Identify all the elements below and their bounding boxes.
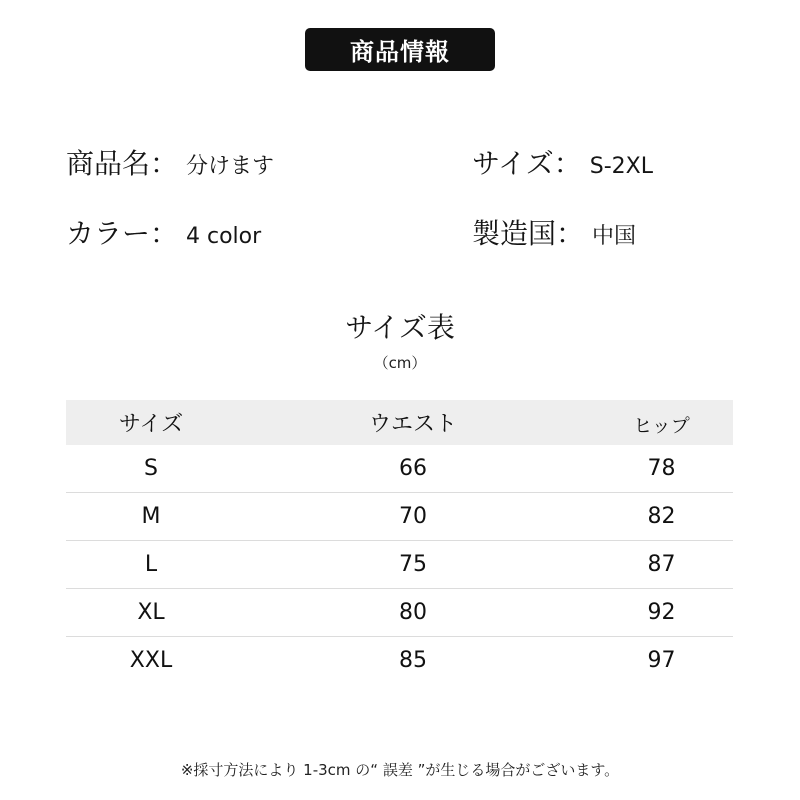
table-row — [66, 540, 733, 588]
origin-row — [472, 212, 636, 252]
color-value: 4 color — [186, 224, 262, 249]
header-waist: ウエスト — [368, 412, 457, 437]
size-table-body — [66, 445, 733, 684]
product-name-row — [66, 142, 274, 182]
table-row — [66, 445, 733, 492]
color-row — [66, 212, 261, 252]
origin-value: 中国 — [592, 224, 637, 249]
size-range-row — [472, 142, 653, 182]
cell-size: XL — [137, 600, 165, 625]
table-row — [66, 492, 733, 540]
cell-hip: 87 — [647, 552, 676, 577]
size-range-label: サイズ： — [472, 147, 582, 180]
measurement-note: ※採寸方法により 1-3cm の“ 誤差 ”が生じる場合がございます。 — [180, 761, 620, 779]
origin-label: 製造国： — [472, 217, 585, 250]
size-table-header — [66, 400, 733, 445]
table-row — [66, 636, 733, 684]
cell-waist: 85 — [399, 648, 427, 673]
cell-waist: 70 — [399, 504, 427, 529]
product-name-value: 分けます — [186, 154, 275, 179]
section-badge: 商品情報 — [305, 28, 495, 71]
cell-waist: 80 — [399, 600, 427, 625]
color-label: カラー： — [66, 217, 179, 250]
header-hip: ヒップ — [633, 415, 690, 437]
size-table — [66, 400, 733, 684]
product-name-label: 商品名： — [66, 147, 179, 180]
cell-size: S — [144, 456, 158, 481]
cell-size: XXL — [129, 648, 173, 673]
size-chart-unit: （cm） — [373, 354, 427, 372]
cell-waist: 75 — [399, 552, 427, 577]
size-range-value: S-2XL — [589, 154, 653, 179]
header-size: サイズ — [118, 412, 184, 437]
cell-hip: 82 — [647, 504, 676, 529]
size-chart-title: サイズ表 — [345, 311, 455, 344]
cell-waist: 66 — [399, 456, 427, 481]
cell-hip: 97 — [647, 648, 676, 673]
cell-hip: 78 — [647, 456, 676, 481]
cell-size: L — [144, 552, 158, 577]
cell-size: M — [141, 504, 161, 529]
table-row — [66, 588, 733, 636]
cell-hip: 92 — [647, 600, 676, 625]
